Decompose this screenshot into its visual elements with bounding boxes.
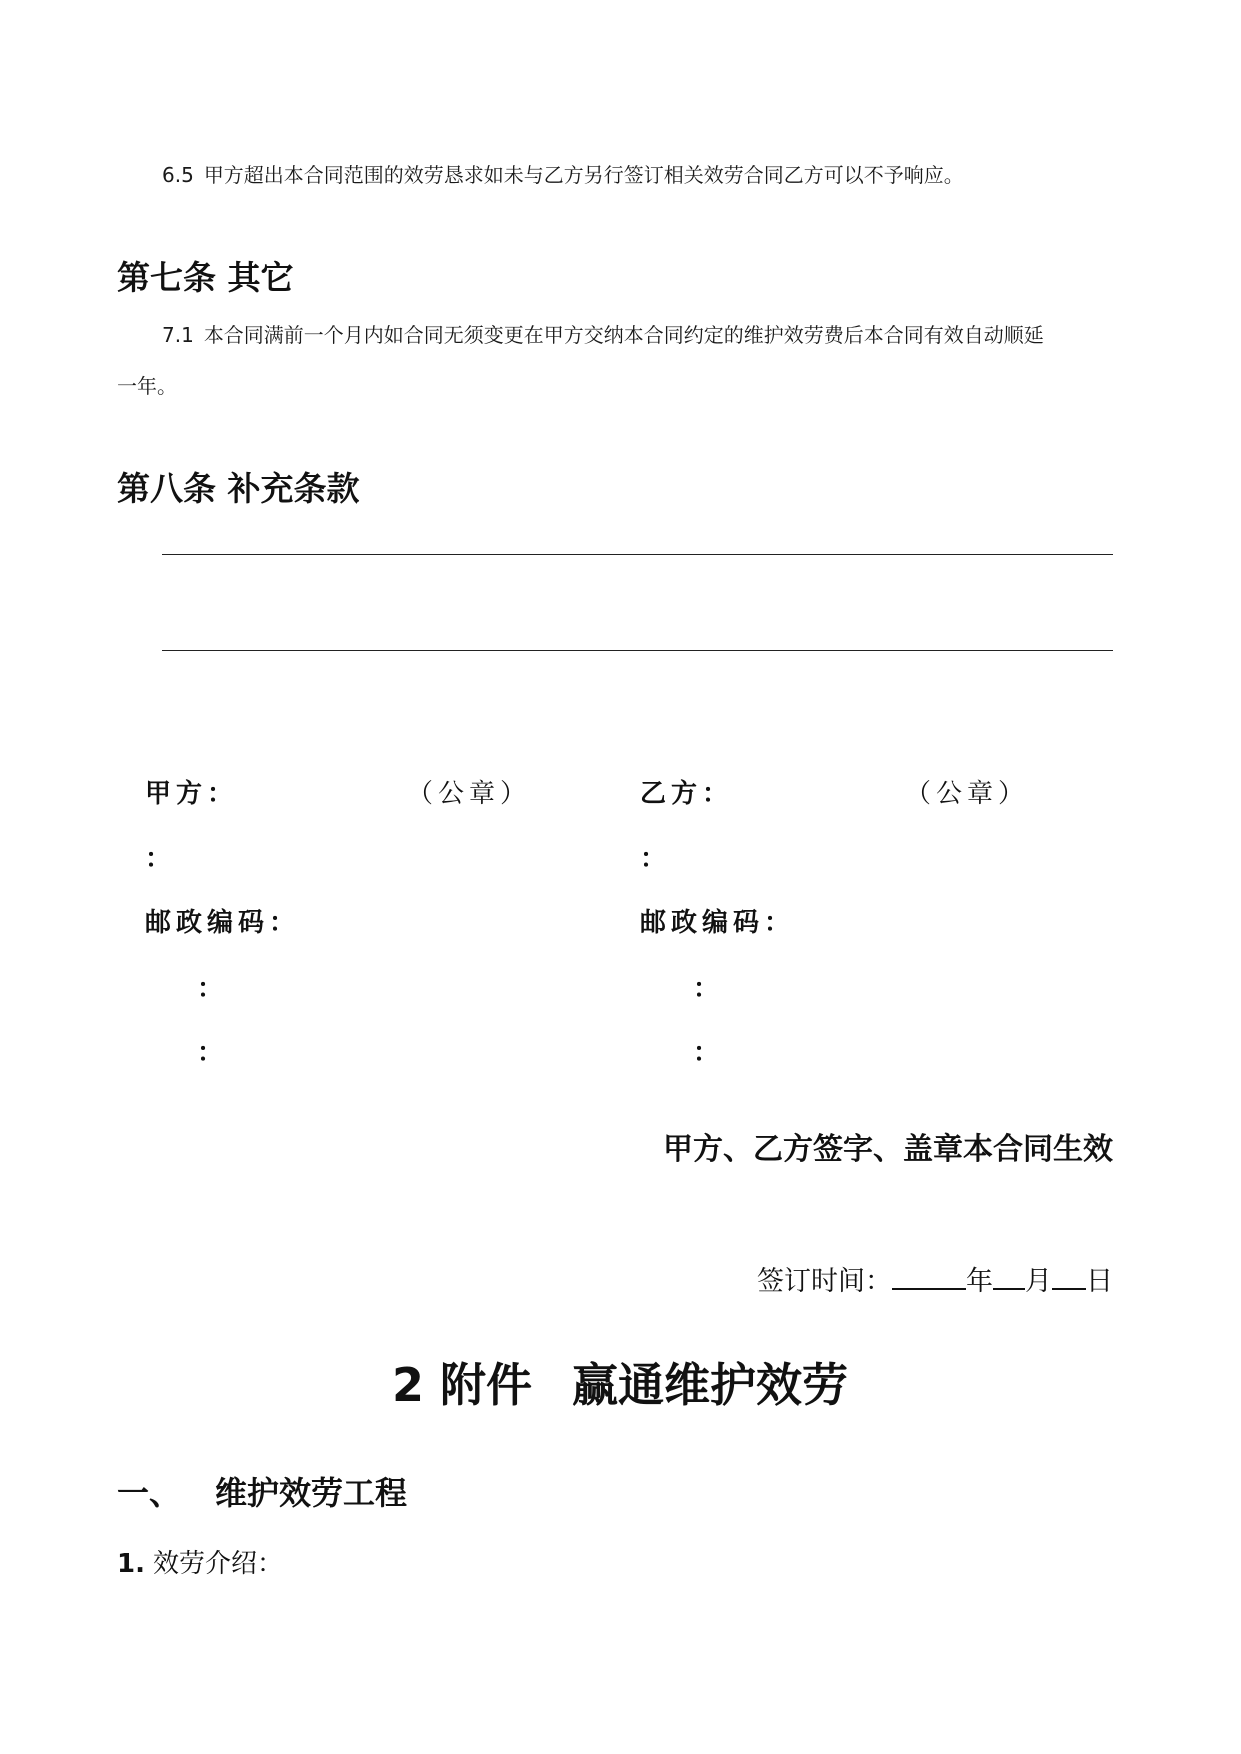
subsection-1-heading [117,1548,283,1580]
clause-text: 甲方超出本合同范围的效劳恳求如未与乙方另行签订相关效劳合同乙方可以不予响应。 [203,163,964,187]
party-a-seal: （公章） [407,779,532,809]
year-label: 年 [966,1266,993,1297]
subsection-title: 效劳介绍： [152,1549,283,1579]
clause-text: 本合同满前一个月内如合同无须变更在甲方交纳本合同约定的维护效劳费后本合同有效自动顺延 [203,323,1044,347]
subsection-number: 1. [117,1549,145,1579]
effective-statement: 甲方、乙方签字、盖章本合同生效 [663,1132,1113,1167]
clause-6-5 [162,163,964,187]
annex-word: 附件 [440,1358,533,1412]
clause-7-1-line2: 一年。 [117,374,177,398]
party-a-postal-label: 邮政编码： [145,908,301,938]
day-blank[interactable] [1052,1262,1086,1290]
party-a-colon-3: ： [197,1038,224,1068]
supplementary-blank-line-1[interactable] [162,554,1113,555]
month-label: 月 [1025,1266,1052,1297]
party-b-seal: （公章） [905,779,1030,809]
month-blank[interactable] [993,1262,1025,1290]
article-7-heading: 第七条 其它 [117,258,294,297]
supplementary-blank-line-2[interactable] [162,650,1113,651]
section-title: 维护效劳工程 [215,1474,408,1512]
annex-name: 赢通维护效劳 [572,1358,849,1412]
party-b-label: 乙方： [640,779,734,809]
party-a-label: 甲方： [145,779,239,809]
annex-title [392,1358,848,1412]
day-label: 日 [1086,1266,1113,1297]
signing-date [757,1262,1113,1298]
annex-number: 2 [392,1358,425,1412]
party-b-colon-3: ： [693,1038,720,1068]
party-b-postal-label: 邮政编码： [640,908,796,938]
signing-date-label: 签订时间： [757,1266,892,1297]
clause-number: 6.5 [162,163,194,187]
section-number: 一、 [117,1474,182,1512]
year-blank[interactable] [892,1262,966,1290]
clause-number: 7.1 [162,323,194,347]
party-a-colon-1: ： [145,844,172,874]
party-a-colon-2: ： [197,974,224,1004]
party-b-colon-1: ： [640,844,667,874]
section-1-heading [117,1474,407,1512]
clause-7-1-line1 [162,323,1044,347]
article-8-heading: 第八条 补充条款 [117,469,360,508]
party-b-colon-2: ： [693,974,720,1004]
